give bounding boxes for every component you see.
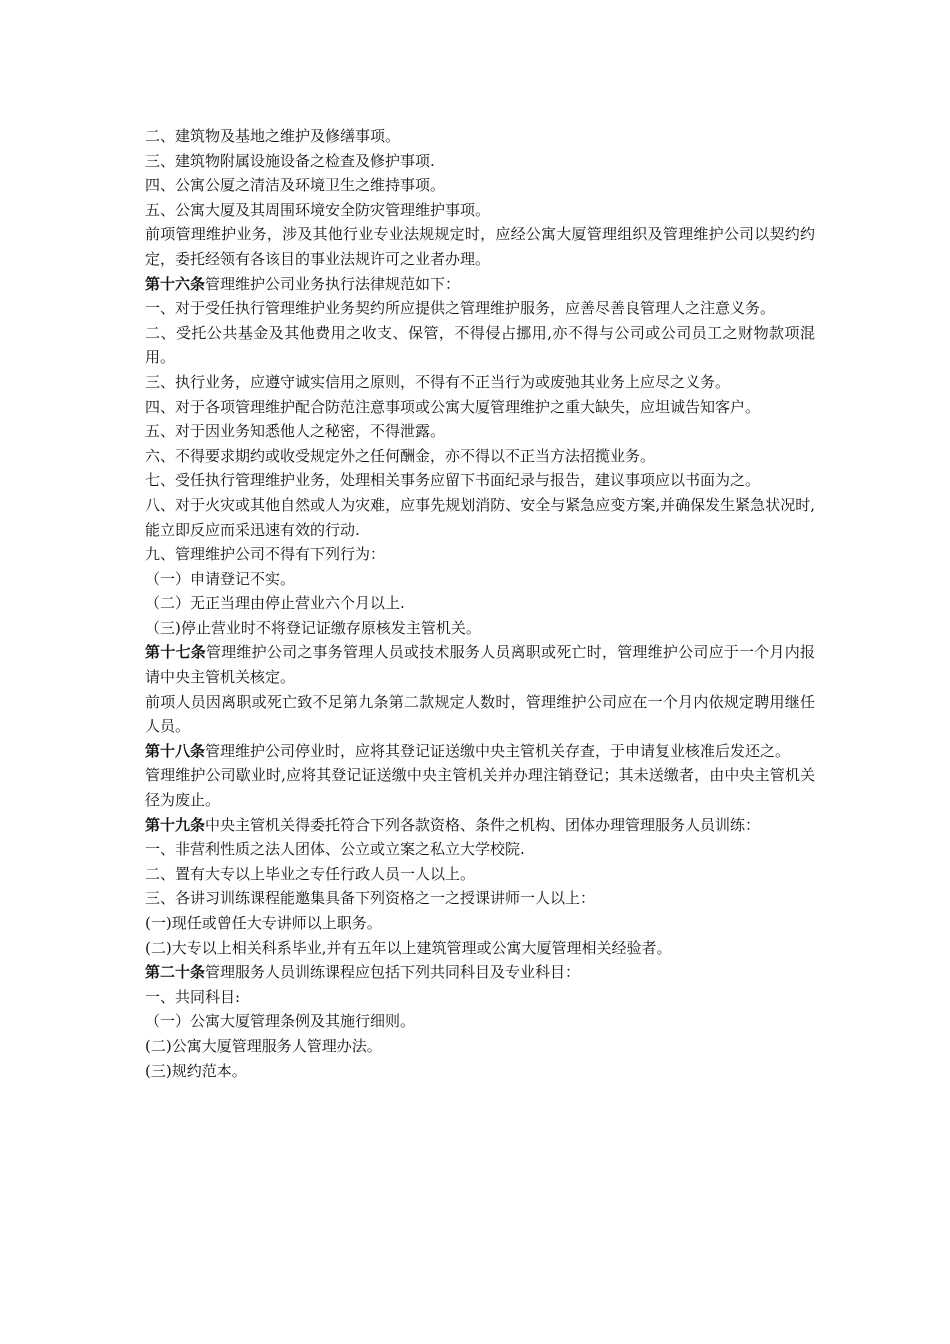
paragraph-text: 管理维护公司歇业时,应将其登记证送缴中央主管机关并办理注销登记；其未送缴者，由中央主管机关径为废止。	[145, 766, 815, 810]
text-paragraph	[145, 837, 815, 862]
paragraph-text: 七、受任执行管理维护业务，处理相关事务应留下书面纪录与报告，建议事项应以书面为之。	[145, 471, 761, 490]
paragraph-text: 八、对于火灾或其他自然或人为灾难，应事先规划消防、安全与紧急应变方案,并确保发生紧急状况时,能立即反应而采迅速有效的行动.	[145, 495, 815, 539]
text-paragraph	[145, 321, 815, 370]
text-paragraph	[145, 395, 815, 420]
text-paragraph	[145, 173, 815, 198]
paragraph-text: 一、非营利性质之法人团体、公立或立案之私立大学校院.	[145, 840, 525, 859]
text-paragraph	[145, 370, 815, 395]
text-paragraph	[145, 222, 815, 271]
article-paragraph	[145, 272, 815, 297]
paragraph-text: 管理维护公司停业时，应将其登记证送缴中央主管机关存查，于申请复业核准后发还之。	[205, 741, 791, 760]
paragraph-text: 一、对于受任执行管理维护业务契约所应提供之管理维护服务，应善尽善良管理人之注意义务。	[145, 299, 776, 318]
paragraph-text: 中央主管机关得委托符合下列各款资格、条件之机构、团体办理管理服务人员训练：	[205, 815, 761, 834]
paragraph-text: (三)规约范本。	[145, 1061, 247, 1080]
article-paragraph	[145, 813, 815, 838]
text-paragraph	[145, 296, 815, 321]
paragraph-text: 六、不得要求期约或收受规定外之任何酬金，亦不得以不正当方法招揽业务。	[145, 446, 656, 465]
article-number: 第十七条	[145, 643, 206, 662]
text-paragraph	[145, 198, 815, 223]
paragraph-text: 二、置有大专以上毕业之专任行政人员一人以上。	[145, 864, 476, 883]
text-paragraph	[145, 444, 815, 469]
paragraph-text: 二、受托公共基金及其他费用之收支、保管，不得侵占挪用,亦不得与公司或公司员工之财物款项混用。	[145, 323, 815, 367]
text-paragraph	[145, 468, 815, 493]
text-paragraph	[145, 1009, 815, 1034]
paragraph-text: 三、建筑物附属设施设备之检查及修护事项.	[145, 151, 435, 170]
article-number: 第十九条	[145, 815, 206, 834]
paragraph-text: 三、各讲习训练课程能邀集具备下列资格之一之授课讲师一人以上：	[145, 889, 596, 908]
text-paragraph	[145, 886, 815, 911]
paragraph-text: 四、对于各项管理维护配合防范注意事项或公寓大厦管理维护之重大缺失，应坦诚告知客户。	[145, 397, 761, 416]
paragraph-text: （二）无正当理由停止营业六个月以上.	[145, 594, 405, 613]
document-body	[145, 124, 815, 1083]
text-paragraph	[145, 985, 815, 1010]
paragraph-text: 五、对于因业务知悉他人之秘密，不得泄露。	[145, 422, 446, 441]
article-paragraph	[145, 739, 815, 764]
text-paragraph	[145, 542, 815, 567]
text-paragraph	[145, 1059, 815, 1084]
paragraph-text: (二)公寓大厦管理服务人管理办法。	[145, 1036, 382, 1055]
text-paragraph	[145, 911, 815, 936]
paragraph-text: （一）公寓大厦管理条例及其施行细则。	[145, 1012, 416, 1031]
paragraph-text: 管理服务人员训练课程应包括下列共同科目及专业科目：	[205, 963, 581, 982]
paragraph-text: 一、共同科目:	[145, 987, 241, 1006]
paragraph-text: (二)大专以上相关科系毕业,并有五年以上建筑管理或公寓大厦管理相关经验者。	[145, 938, 672, 957]
paragraph-text: 管理维护公司业务执行法律规范如下：	[205, 274, 461, 293]
text-paragraph	[145, 862, 815, 887]
article-number: 第二十条	[145, 963, 206, 982]
paragraph-text: 五、公寓大厦及其周围环境安全防灾管理维护事项。	[145, 200, 491, 219]
text-paragraph	[145, 936, 815, 961]
text-paragraph	[145, 690, 815, 739]
paragraph-text: 管理维护公司之事务管理人员或技术服务人员离职或死亡时，管理维护公司应于一个月内报请中央主管机关核定。	[145, 643, 815, 687]
paragraph-text: 四、公寓公厦之清洁及环境卫生之维持事项。	[145, 176, 446, 195]
paragraph-text: 九、管理维护公司不得有下列行为：	[145, 545, 386, 564]
article-number: 第十六条	[145, 274, 206, 293]
article-number: 第十八条	[145, 741, 206, 760]
paragraph-text: （一）申请登记不实。	[145, 569, 296, 588]
text-paragraph	[145, 763, 815, 812]
paragraph-text: 前项管理维护业务，涉及其他行业专业法规规定时，应经公寓大厦管理组织及管理维护公司以契约约定，委托经领有各该目的事业法规许可之业者办理。	[145, 225, 815, 268]
text-paragraph	[145, 567, 815, 592]
text-paragraph	[145, 493, 815, 542]
text-paragraph	[145, 616, 815, 641]
article-paragraph	[145, 960, 815, 985]
text-paragraph	[145, 124, 815, 149]
paragraph-text: 二、建筑物及基地之维护及修缮事项。	[145, 127, 401, 145]
text-paragraph	[145, 591, 815, 616]
article-paragraph	[145, 640, 815, 689]
text-paragraph	[145, 149, 815, 174]
paragraph-text: 三、执行业务，应遵守诚实信用之原则，不得有不正当行为或废弛其业务上应尽之义务。	[145, 372, 731, 391]
paragraph-text: (一)现任或曾任大专讲师以上职务。	[145, 914, 382, 932]
paragraph-text: 前项人员因离职或死亡致不足第九条第二款规定人数时，管理维护公司应在一个月内依规定聘用继任人员。	[145, 692, 815, 736]
text-paragraph	[145, 1034, 815, 1059]
text-paragraph	[145, 419, 815, 444]
paragraph-text: （三)停止营业时不将登记证缴存原核发主管机关。	[145, 618, 481, 637]
